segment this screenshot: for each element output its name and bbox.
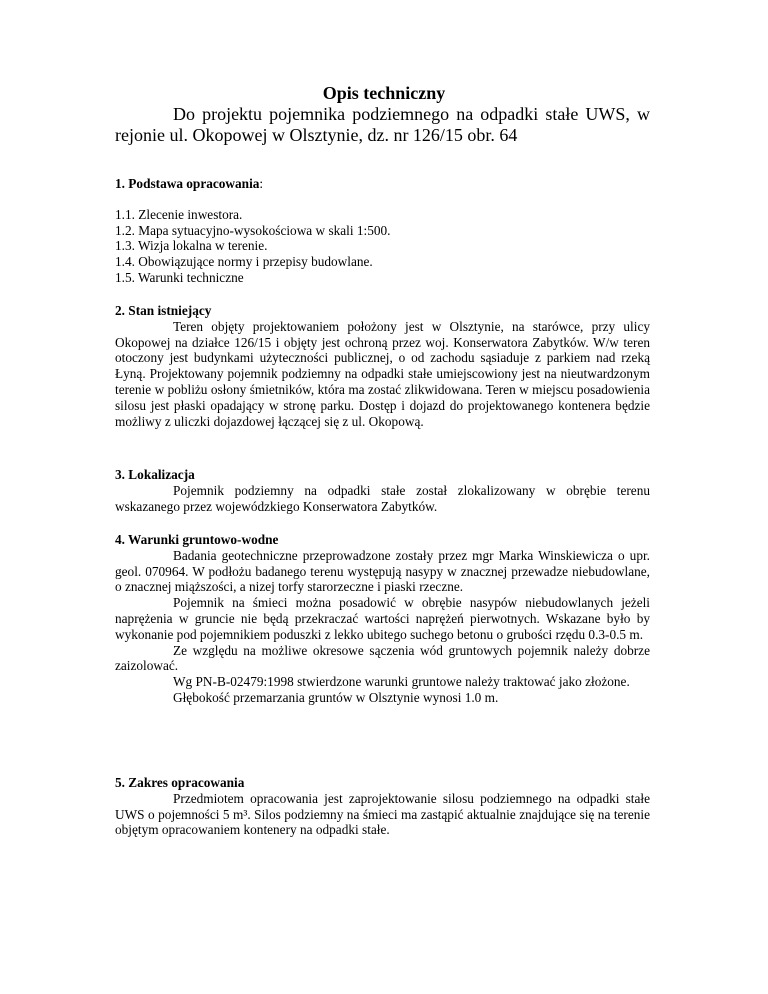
section-lokalizacja bbox=[115, 467, 650, 514]
section-heading: 3. Lokalizacja bbox=[115, 467, 195, 482]
section-paragraph: Badania geotechniczne przeprowadzone zostały przez mgr Marka Winskiewicza o upr. geol. 070964. W podłożu badanego terenu występują nasypy w znacznej przewadze niebudowlane, o znacznej miąższości, a nizej torfy starorzeczne i piaski rzeczne. bbox=[115, 547, 650, 595]
list-item: 1.1. Zlecenie inwestora. bbox=[115, 206, 243, 222]
section-heading: 5. Zakres opracowania bbox=[115, 775, 245, 790]
section-warunki-gruntowo-wodne bbox=[115, 532, 650, 706]
section-heading: 2. Stan istniejący bbox=[115, 303, 212, 318]
document-subtitle: Do projektu pojemnika podziemnego na odpadki stałe UWS, w rejonie ul. Okopowej w Olsztynie, dz. nr 126/15 obr. 64 bbox=[115, 104, 650, 145]
heading-colon: : bbox=[259, 176, 264, 191]
section-paragraph: Teren objęty projektowaniem położony jest w Olsztynie, na starówce, przy ulicy Okopowej na działce 126/15 i objęty jest ochroną przez woj. Konserwatora Zabytków. W/w teren otoczony jest budynkami użyteczności publicznej, o od zachodu sąsiaduje z parkiem nad rzeką Łyną. Projektowany pojemnik podziemny na odpadki stałe umiejscowiony jest na nieutwardzonym terenie w pobliżu osłony śmietników, która ma zostać zlikwidowana. Teren w miejscu posadowienia silosu jest płaski opadający w stronę parku. Dostęp i dojazd do projektowanego kontenera będzie możliwy z uliczki dojazdowej łączącej się z ul. Okopową. bbox=[115, 318, 650, 429]
list-item: 1.4. Obowiązujące normy i przepisy budowlane. bbox=[115, 254, 373, 270]
section-paragraph: Głębokość przemarzania gruntów w Olsztynie wynosi 1.0 m. bbox=[173, 689, 499, 705]
list-item: 1.2. Mapa sytuacyjno-wysokościowa w skali 1:500. bbox=[115, 222, 391, 238]
list-item: 1.3. Wizja lokalna w terenie. bbox=[115, 238, 268, 254]
document-title: Opis techniczny bbox=[322, 83, 446, 103]
basis-list bbox=[115, 207, 650, 286]
section-stan-istniejacy bbox=[115, 303, 650, 429]
section-paragraph: Wg PN-B-02479:1998 stwierdzone warunki gruntowe należy traktować jako złożone. bbox=[173, 674, 630, 690]
section-heading bbox=[115, 176, 650, 192]
section-heading-text: 1. Podstawa opracowania bbox=[115, 176, 260, 191]
list-item: 1.5. Warunki techniczne bbox=[115, 269, 244, 285]
section-heading: 4. Warunki gruntowo-wodne bbox=[115, 532, 279, 547]
section-podstawa-opracowania bbox=[115, 176, 650, 286]
section-paragraph: Ze względu na możliwe okresowe sączenia wód gruntowych pojemnik należy dobrze zaizolować. bbox=[115, 642, 650, 674]
section-paragraph: Przedmiotem opracowania jest zaprojektowanie silosu podziemnego na odpadki stałe UWS o pojemności 5 m³. Silos podziemny na śmieci ma zastąpić aktualnie znajdujące się na terenie objętym opracowaniem kontenery na odpadki stałe. bbox=[115, 790, 650, 838]
section-paragraph: Pojemnik na śmieci można posadowić w obrębie nasypów niebudowlanych jeżeli naprężenia w gruncie nie będą przekraczać wartości naprężeń pierwotnych. Wskazane było by wykonanie pod pojemnikiem poduszki z lekko ubitego suchego betonu o grubości rzędu 0.3-0.5 m. bbox=[115, 595, 650, 642]
section-paragraph: Pojemnik podziemny na odpadki stałe został zlokalizowany w obrębie terenu wskazanego przez wojewódzkiego Konserwatora Zabytków. bbox=[115, 482, 650, 514]
section-zakres-opracowania bbox=[115, 775, 650, 838]
